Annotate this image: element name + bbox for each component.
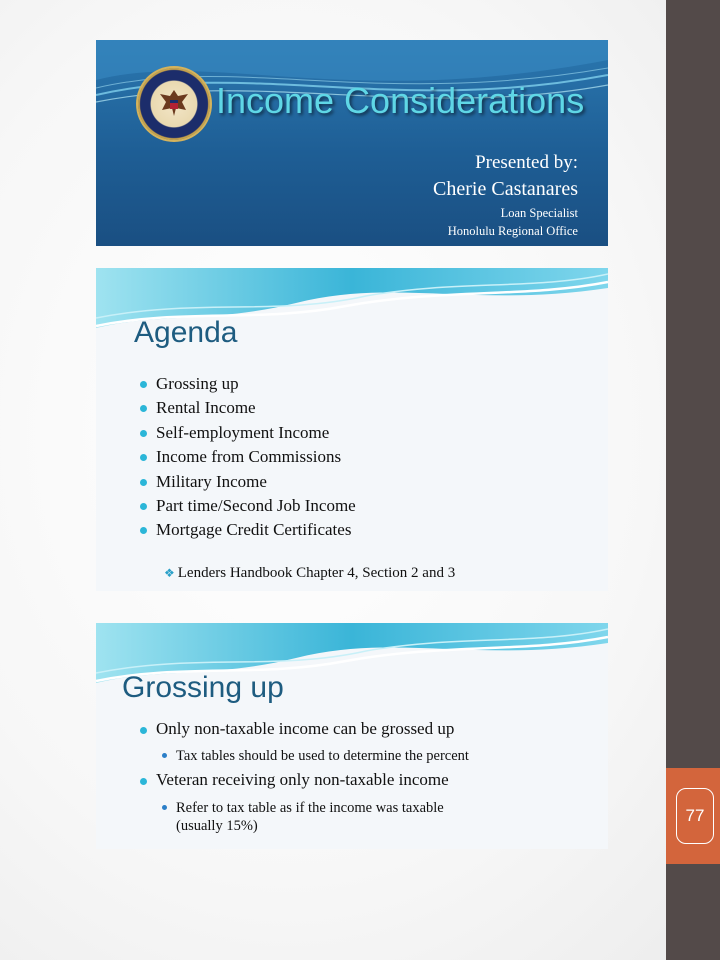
- grossing-up-slide: [96, 623, 608, 849]
- slide-title: Income Considerations: [216, 80, 585, 121]
- bullet-icon: [140, 503, 147, 510]
- list-item: Grossing up: [140, 372, 356, 396]
- bullet-icon: [140, 454, 147, 461]
- page-number: 77: [676, 788, 714, 844]
- presenter-role: Loan Specialist: [500, 206, 578, 220]
- bullet-icon: [140, 430, 147, 437]
- list-item: Veteran receiving only non-taxable income: [140, 770, 449, 790]
- list-item: Tax tables should be used to determine the percent: [162, 747, 469, 765]
- presented-by-label: Presented by:: [475, 152, 578, 173]
- list-item: Part time/Second Job Income: [140, 494, 356, 518]
- grossing-up-title: Grossing up: [122, 671, 284, 704]
- agenda-slide: [96, 268, 608, 591]
- list-item: Income from Commissions: [140, 445, 356, 469]
- list-item: Rental Income: [140, 396, 356, 420]
- bullet-icon: [140, 778, 147, 785]
- list-item: Military Income: [140, 470, 356, 494]
- bullet-icon: [140, 527, 147, 534]
- bullet-icon: [140, 727, 147, 734]
- title-slide: [96, 40, 608, 246]
- agenda-list: [140, 372, 356, 543]
- bullet-icon: [140, 479, 147, 486]
- list-item: Self-employment Income: [140, 421, 356, 445]
- handbook-reference: ❖ Lenders Handbook Chapter 4, Section 2 and 3: [164, 565, 456, 581]
- list-item: Refer to tax table as if the income was taxable (usually 15%): [162, 799, 444, 835]
- bullet-icon: [140, 405, 147, 412]
- agenda-title: Agenda: [134, 316, 238, 349]
- presenter-name: Cherie Castanares: [433, 178, 578, 200]
- bullet-icon: [162, 753, 167, 758]
- diamond-bullet-icon: ❖: [164, 566, 175, 580]
- presenter-office: Honolulu Regional Office: [447, 224, 578, 238]
- bullet-icon: [162, 805, 167, 810]
- bullet-icon: [140, 381, 147, 388]
- va-seal-icon: [138, 68, 210, 140]
- list-item: Only non-taxable income can be grossed up: [140, 719, 454, 739]
- list-item: Mortgage Credit Certificates: [140, 518, 356, 542]
